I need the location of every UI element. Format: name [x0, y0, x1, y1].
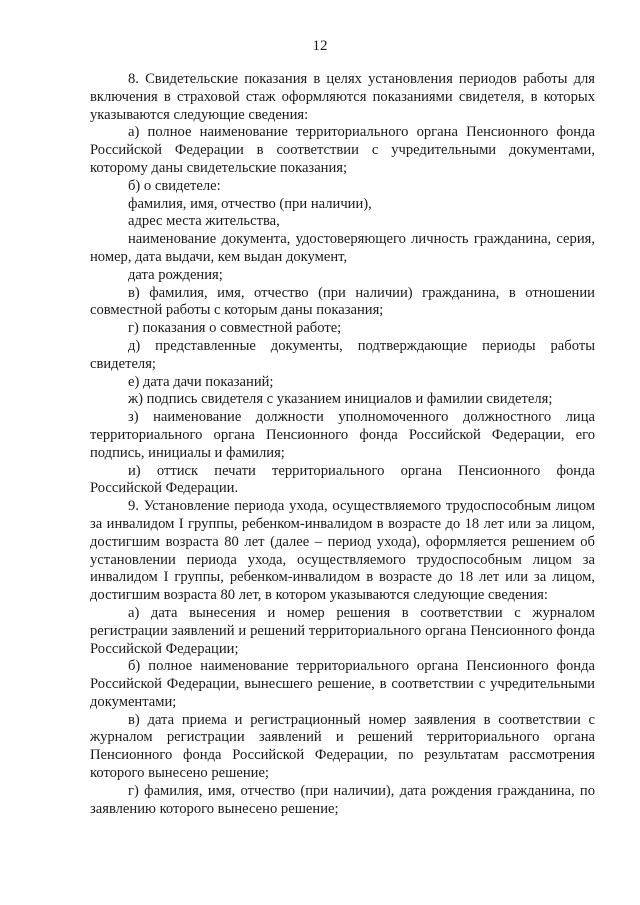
paragraph-8-z: з) наименование должности уполномоченного должностного лица территориального органа Пенсионного фонда Российской Федерации, его подпись, инициалы и фамилия;: [90, 409, 595, 461]
paragraph-8-i: и) оттиск печати территориального органа Пенсионного фонда Российской Федерации.: [90, 462, 595, 497]
paragraph-8-b-document: наименование документа, удостоверяющего личность гражданина, серия, номер, дата выдачи, кем выдан документ,: [90, 231, 595, 265]
document-body: [90, 71, 595, 818]
paragraph-8-g: г) показания о совместной работе;: [128, 320, 342, 337]
paragraph-8-v: в) фамилия, имя, отчество (при наличии) гражданина, в отношении совместной работы с которым даны показания;: [90, 284, 595, 319]
paragraph-8-b-fio: фамилия, имя, отчество (при наличии),: [128, 195, 372, 212]
paragraph-8-e: е) дата дачи показаний;: [128, 373, 274, 390]
paragraph-8-a: а) полное наименование территориального органа Пенсионного фонда Российской Федерации в соответствии с учредительными документами, которому даны свидетельские показания;: [90, 124, 595, 176]
paragraph-9-a: а) дата вынесения и номер решения в соответствии с журналом регистрации заявлений и решений территориального органа Пенсионного фонда Российской Федерации;: [90, 604, 595, 657]
paragraph-9-g: г) фамилия, имя, отчество (при наличии), дата рождения гражданина, по заявлению которого вынесено решение;: [90, 782, 595, 817]
paragraph-8-zh: ж) подпись свидетеля с указанием инициалов и фамилии свидетеля;: [128, 391, 553, 408]
paragraph-9-b: б) полное наименование территориального органа Пенсионного фонда Российской Федерации, вынесшего решение, в соответствии с учредительными документами;: [90, 658, 595, 710]
paragraph-8-b-birthdate: дата рождения;: [128, 266, 223, 283]
paragraph-9-v: в) дата приема и регистрационный номер заявления в соответствии с журналом регистрации заявлений и решений территориального органа Пенсионного фонда Российской Федерации, по результатам рассмотрения которого вынесено решение;: [90, 711, 595, 782]
page-number: 12: [312, 38, 328, 54]
paragraph-8-b: б) о свидетеле:: [128, 177, 221, 194]
paragraph-8-d: д) представленные документы, подтверждающие периоды работы свидетеля;: [90, 337, 595, 372]
paragraph-8-intro: 8. Свидетельские показания в целях установления периодов работы для включения в страховой стаж оформляются показаниями свидетеля, в которых указываются следующие сведения:: [90, 71, 595, 123]
paragraph-8-b-address: адрес места жительства,: [128, 213, 280, 230]
paragraph-9-intro: 9. Установление периода ухода, осуществляемого трудоспособным лицом за инвалидом I группы, ребенком-инвалидом в возрасте до 18 лет или за лицом, достигшим возраста 80 лет (далее – период ухода), оформляется решением об установлении периода ухода, осуществляемого трудоспособным лицом за инвалидом I группы, ребенком-инвалидом в возрасте до 18 лет или за лицом, достигшим возраста 80 лет, в котором указываются следующие сведения:: [90, 498, 595, 604]
